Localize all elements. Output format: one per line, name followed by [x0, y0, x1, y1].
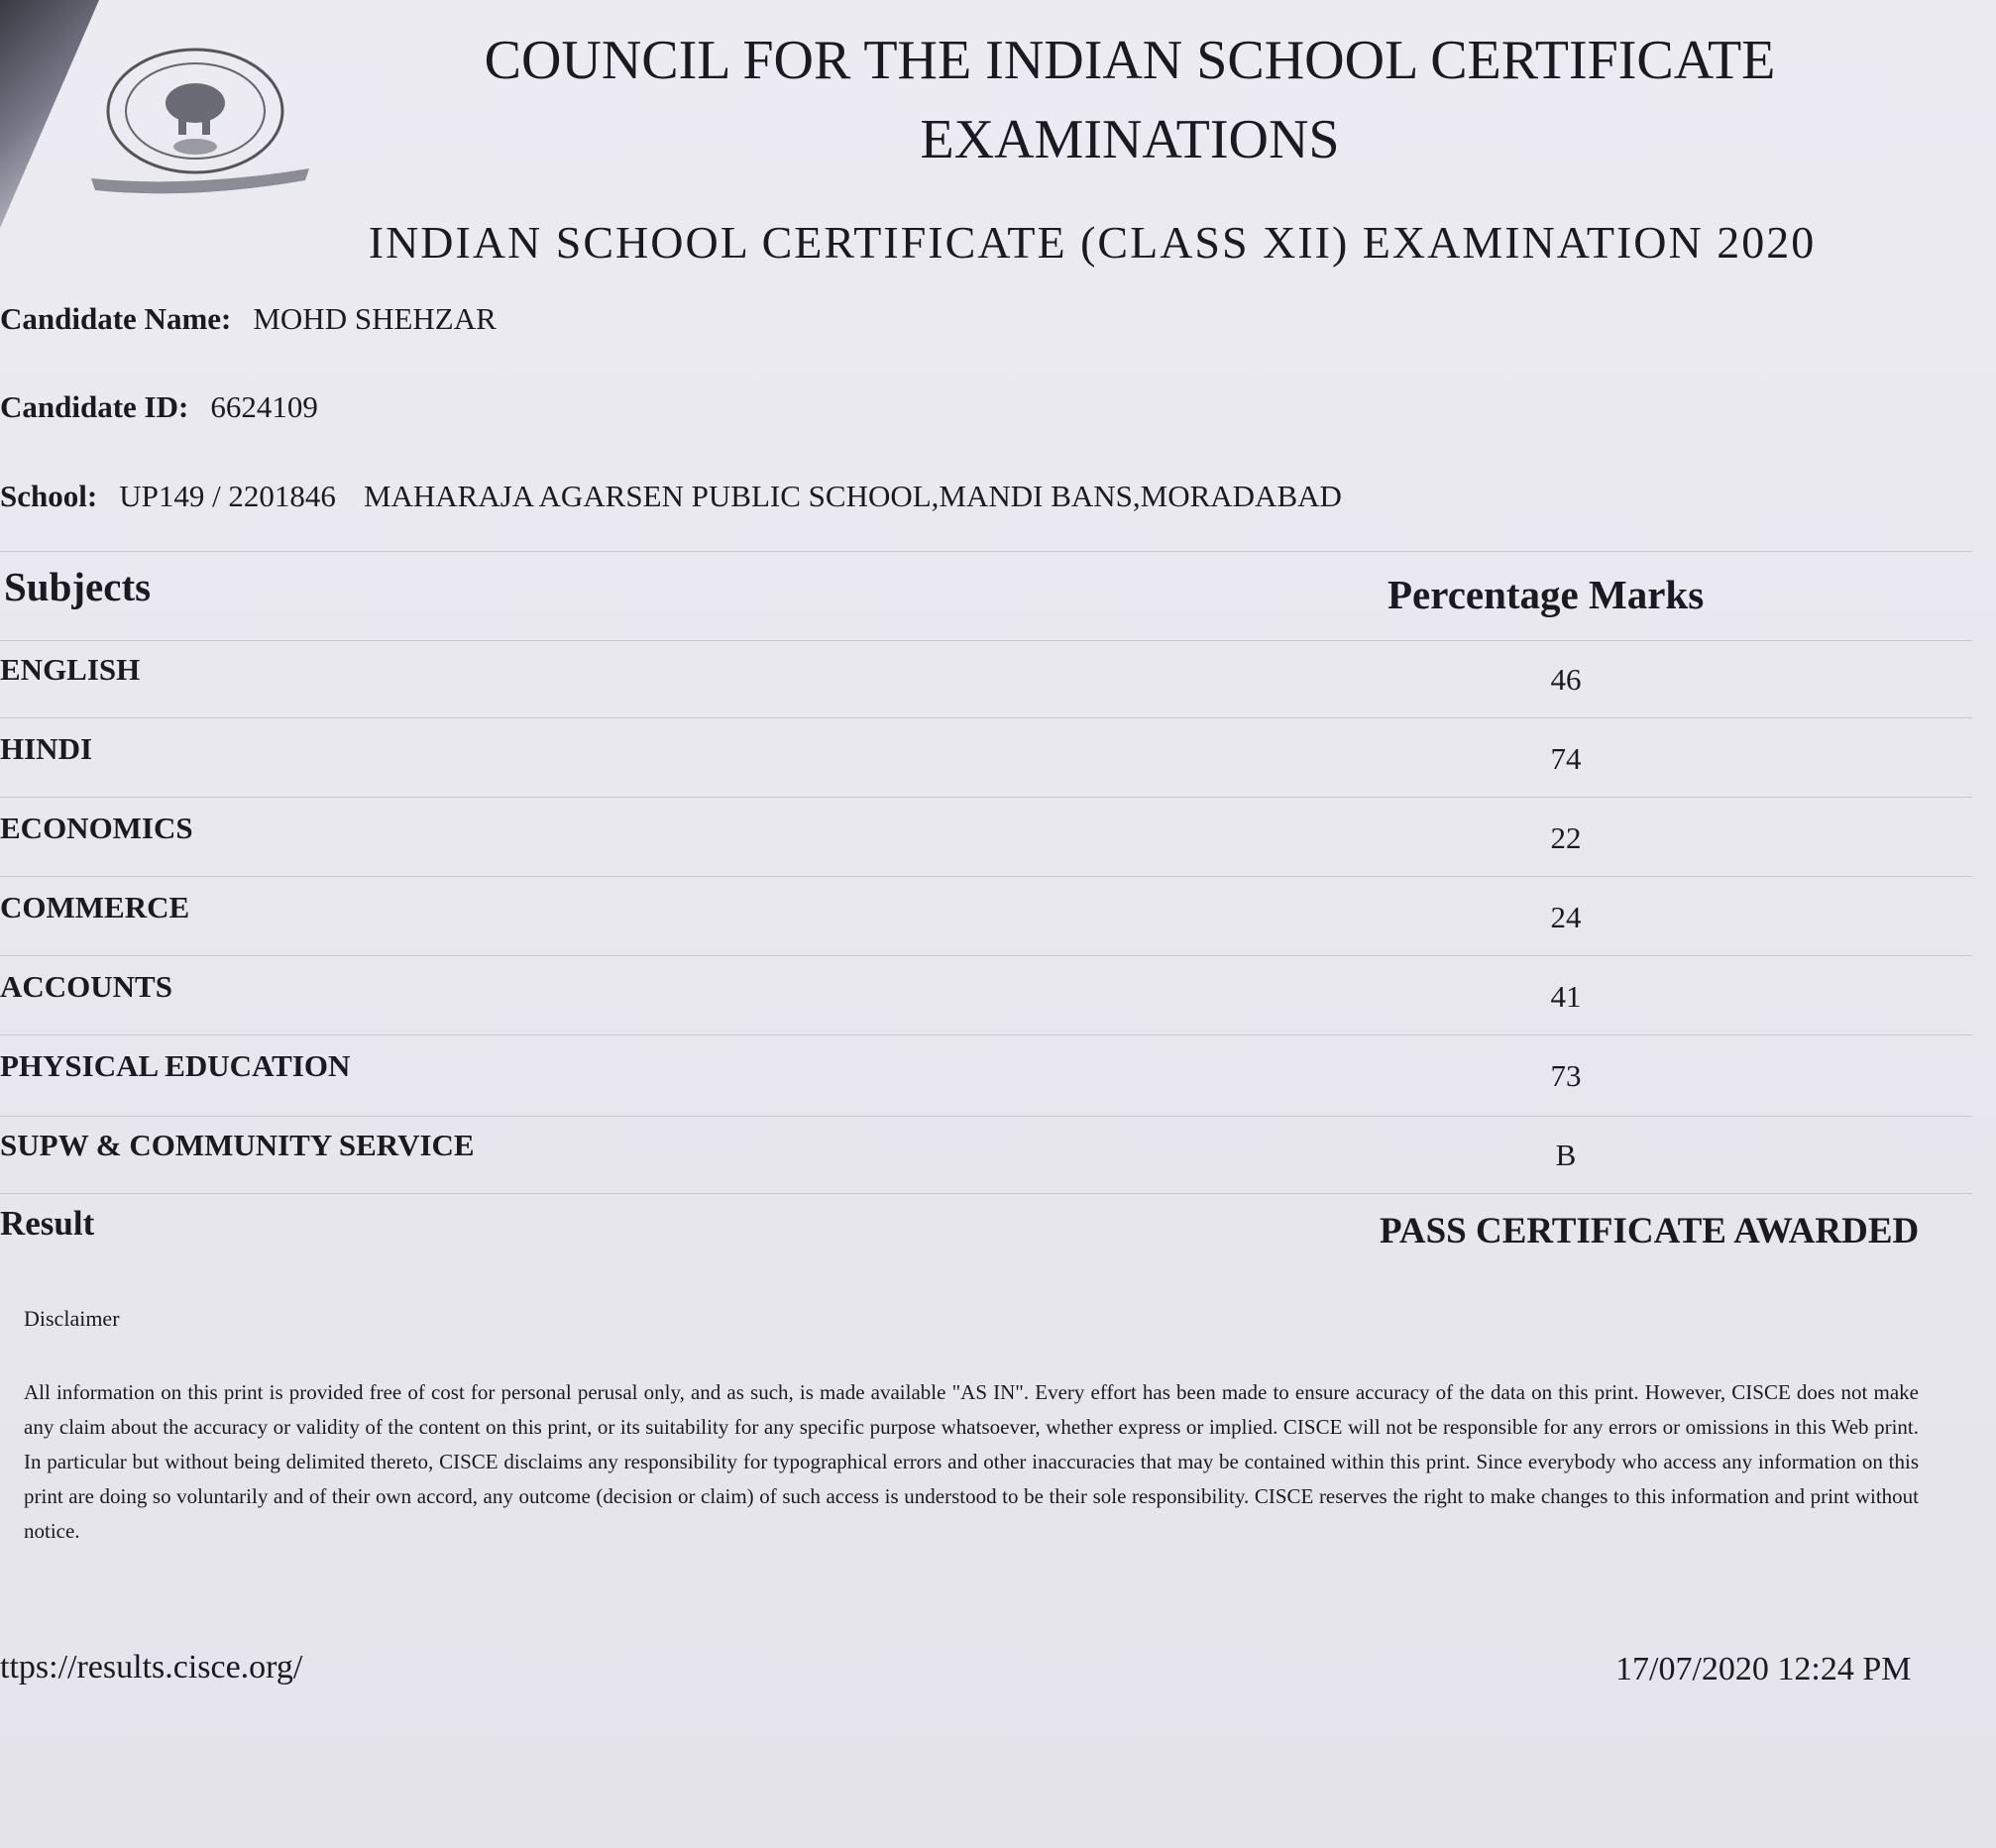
school-row [0, 479, 1342, 514]
candidate-name-row [0, 301, 497, 337]
marks-physical-education: 73 [1550, 1058, 1582, 1093]
subject-commerce: COMMERCE [0, 890, 190, 924]
candidate-id-value: 6624109 [210, 389, 318, 424]
subject-supw: SUPW & COMMUNITY SERVICE [0, 1128, 475, 1162]
candidate-name-label: Candidate Name: [0, 301, 232, 336]
candidate-id-row [0, 389, 318, 425]
subject-physical-education: PHYSICAL EDUCATION [0, 1048, 351, 1083]
table-rule [0, 1116, 1972, 1117]
council-name-line1: COUNCIL FOR THE INDIAN SCHOOL CERTIFICATE [484, 30, 1776, 91]
subjects-header: Subjects [4, 564, 152, 609]
school-code: UP149 / 2201846 [119, 479, 336, 513]
candidate-id-label: Candidate ID: [0, 389, 189, 424]
marks-hindi: 74 [1550, 741, 1582, 776]
table-rule [0, 640, 1972, 641]
table-rule [0, 717, 1972, 718]
subject-economics: ECONOMICS [0, 811, 193, 845]
table-rule [0, 1193, 1972, 1194]
marks-supw: B [1555, 1138, 1577, 1172]
disclaimer-text: All information on this print is provided free of cost for personal perusal only, and as such, is made available "AS IN". Every effort has been made to ensure accuracy of the data on this print. However, CISCE does not make any claim about the accuracy or validity of the content on this print, or its suitability for any specific purpose whatsoever, whether express or implied. CISCE will not be responsible for any errors or omissions in this Web print. In particular but without being delimited thereto, CISCE disclaims any responsibility for typographical errors and other inaccuracies that may be contained within this print. Since everybody who access any information on this print are doing so voluntarily and of their own accord, any outcome (decision or claim) of such access is understood to be their sole responsibility. CISCE reserves the right to make changes to this information and print without notice. [24, 1380, 1919, 1543]
table-rule [0, 797, 1972, 798]
marks-english: 46 [1550, 662, 1582, 697]
candidate-name-value: MOHD SHEHZAR [253, 301, 497, 336]
marks-economics: 22 [1550, 820, 1582, 855]
table-rule [0, 876, 1972, 877]
table-rule [0, 1034, 1972, 1035]
print-datetime: 17/07/2020 12:24 PM [1615, 1651, 1912, 1687]
table-rule [0, 551, 1972, 552]
school-label: School: [0, 479, 98, 513]
disclaimer-title: Disclaimer [24, 1306, 120, 1331]
subject-english: ENGLISH [0, 652, 141, 687]
marks-accounts: 41 [1550, 979, 1582, 1014]
council-name-line2: EXAMINATIONS [920, 109, 1340, 170]
exam-title: INDIAN SCHOOL CERTIFICATE (CLASS XII) EXAMINATION 2020 [368, 217, 1817, 268]
subject-hindi: HINDI [0, 731, 93, 766]
result-value: PASS CERTIFICATE AWARDED [1380, 1211, 1920, 1251]
table-rule [0, 955, 1972, 956]
cisce-seal-icon [71, 40, 319, 198]
subject-accounts: ACCOUNTS [0, 969, 172, 1004]
results-url[interactable]: ttps://results.cisce.org/ [0, 1649, 303, 1685]
result-label: Result [0, 1204, 95, 1243]
marks-commerce: 24 [1550, 900, 1582, 934]
school-name: MAHARAJA AGARSEN PUBLIC SCHOOL,MANDI BANS,MORADABAD [363, 479, 1342, 513]
percentage-marks-header: Percentage Marks [1387, 572, 1705, 617]
